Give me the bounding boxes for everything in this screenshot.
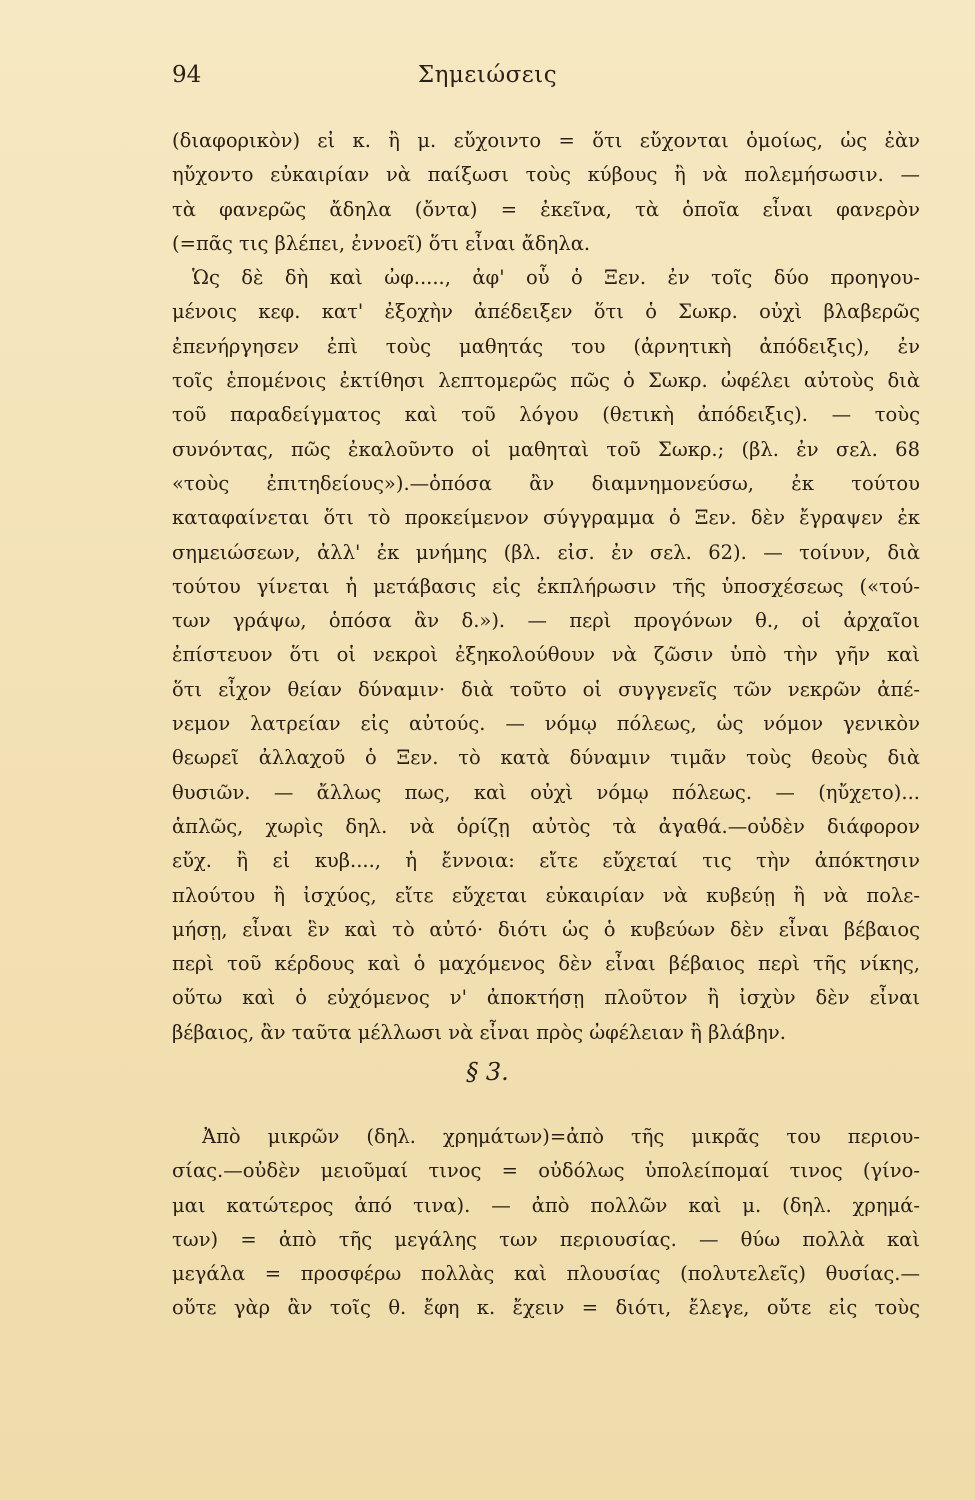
text-line: θυσιῶν. — ἄλλως πως, καὶ οὐχὶ νόμῳ πόλεως. — (ηὔχετο)... xyxy=(172,780,920,804)
text-line: βέβαιος, ἂν ταῦτα μέλλωσι νὰ εἶναι πρὸς ὠφέλειαν ἢ βλάβην. xyxy=(172,1020,786,1044)
text-line: ὅτι εἶχον θείαν δύναμιν· διὰ τοῦτο οἱ συγγενεῖς τῶν νεκρῶν ἀπέ- xyxy=(172,677,920,701)
text-line: των γράψω, ὁπόσα ἂν δ.»). — περὶ προγόνων θ., οἱ ἀρχαῖοι xyxy=(172,609,920,633)
text-line: σημειώσεων, ἀλλ' ἐκ μνήμης (βλ. εἰσ. ἐν σελ. 62). — τοίνυν, διὰ xyxy=(172,540,920,564)
text-line: συνόντας, πῶς ἐκαλοῦντο οἱ μαθηταὶ τοῦ Σωκρ.; (βλ. ἐν σελ. 68 xyxy=(172,437,920,461)
text-line: (διαφορικὸν) εἰ κ. ἢ μ. εὔχοιντο = ὅτι εὔχονται ὁμοίως, ὡς ἐὰν xyxy=(172,129,920,152)
section-3-text-block xyxy=(172,1120,920,1326)
text-line: τοῖς ἑπομένοις ἐκτίθησι λεπτομερῶς πῶς ὁ Σωκρ. ὠφέλει αὐτοὺς διὰ xyxy=(172,369,920,393)
notes-text-block xyxy=(172,124,920,1050)
text-line: οὕτω καὶ ὁ εὐχόμενος ν' ἀποκτήσῃ πλοῦτον ἢ ἰσχὺν δὲν εἶναι xyxy=(172,986,920,1010)
text-line: των) = ἀπὸ τῆς μεγάλης των περιουσίας. — θύω πολλὰ καὶ xyxy=(172,1227,920,1251)
text-line: καταφαίνεται ὅτι τὸ προκείμενον σύγγραμμα ὁ Ξεν. δὲν ἔγραψεν ἐκ xyxy=(172,506,920,530)
text-line: «τοὺς ἐπιτηδείους»).—ὁπόσα ἂν διαμνημονεύσω, ἐκ τούτου xyxy=(172,471,920,495)
running-title: Σημειώσεις xyxy=(417,62,558,88)
section-heading: § 3. xyxy=(466,1058,509,1086)
text-line: μαι κατώτερος ἀπό τινα). — ἀπὸ πολλῶν καὶ μ. (δηλ. χρημά- xyxy=(172,1193,920,1217)
text-line: Ἀπὸ μικρῶν (δηλ. χρημάτων)=ἀπὸ τῆς μικρᾶς του περιου- xyxy=(202,1125,920,1148)
text-line: (=πᾶς τις βλέπει, ἐννοεῖ) ὅτι εἶναι ἄδηλα. xyxy=(172,231,591,255)
text-line: μένοις κεφ. κατ' ἐξοχὴν ἀπέδειξεν ὅτι ὁ Σωκρ. οὐχὶ βλαβερῶς xyxy=(172,300,920,324)
page-number: 94 xyxy=(172,62,202,88)
text-line: πλούτου ἢ ἰσχύος, εἴτε εὔχεται εὐκαιρίαν νὰ κυβεύῃ ἢ νὰ πολε- xyxy=(172,883,920,907)
text-line: θεωρεῖ ἀλλαχοῦ ὁ Ξεν. τὸ κατὰ δύναμιν τιμᾶν τοὺς θεοὺς διὰ xyxy=(172,746,920,770)
text-line: σίας.—οὐδὲν μειοῦμαί τινος = οὐδόλως ὑπολείπομαί τινος (γίνο- xyxy=(172,1159,920,1183)
text-line: ἁπλῶς, χωρὶς δηλ. νὰ ὁρίζῃ αὐτὸς τὰ ἀγαθά.—οὐδὲν διάφορον xyxy=(172,814,920,838)
text-line: ηὔχοντο εὐκαιρίαν νὰ παίξωσι τοὺς κύβους ἢ νὰ πολεμήσωσιν. — xyxy=(172,163,920,187)
text-line: οὔτε γὰρ ἂν τοῖς θ. ἔφη κ. ἔχειν = διότι, ἔλεγε, οὔτε εἰς τοὺς xyxy=(172,1296,920,1320)
text-line: περὶ τοῦ κέρδους καὶ ὁ μαχόμενος δὲν εἶναι βέβαιος περὶ τῆς νίκης, xyxy=(172,952,920,976)
text-line: τούτου γίνεται ἡ μετάβασις εἰς ἐκπλήρωσιν τῆς ὑποσχέσεως («τού- xyxy=(172,574,920,598)
text-line: μεγάλα = προσφέρω πολλὰς καὶ πλουσίας (πολυτελεῖς) θυσίας.— xyxy=(172,1262,920,1286)
text-line: τοῦ παραδείγματος καὶ τοῦ λόγου (θετικὴ ἀπόδειξις). — τοὺς xyxy=(172,403,920,427)
text-line: νεμον λατρείαν εἰς αὐτούς. — νόμῳ πόλεως, ὡς νόμον γενικὸν xyxy=(172,712,920,736)
page-header xyxy=(0,62,975,102)
text-line: μήσῃ, εἶναι ἓν καὶ τὸ αὐτό· διότι ὡς ὁ κυβεύων δὲν εἶναι βέβαιος xyxy=(172,917,920,941)
text-line: εὔχ. ἢ εἰ κυβ...., ἡ ἔννοια: εἴτε εὔχεταί τις τὴν ἀπόκτησιν xyxy=(172,849,920,873)
text-line: τὰ φανερῶς ἄδηλα (ὄντα) = ἐκεῖνα, τὰ ὁποῖα εἶναι φανερὸν xyxy=(172,197,920,221)
text-line: Ὡς δὲ δὴ καὶ ὠφ....., ἀφ' οὗ ὁ Ξεν. ἐν τοῖς δύο προηγου- xyxy=(192,266,920,290)
text-line: ἐπίστευον ὅτι οἱ νεκροὶ ἐξηκολούθουν νὰ ζῶσιν ὑπὸ τὴν γῆν καὶ xyxy=(172,643,920,667)
text-line: ἐπενήργησεν ἐπὶ τοὺς μαθητάς του (ἀρνητικὴ ἀπόδειξις), ἐν xyxy=(172,334,920,358)
